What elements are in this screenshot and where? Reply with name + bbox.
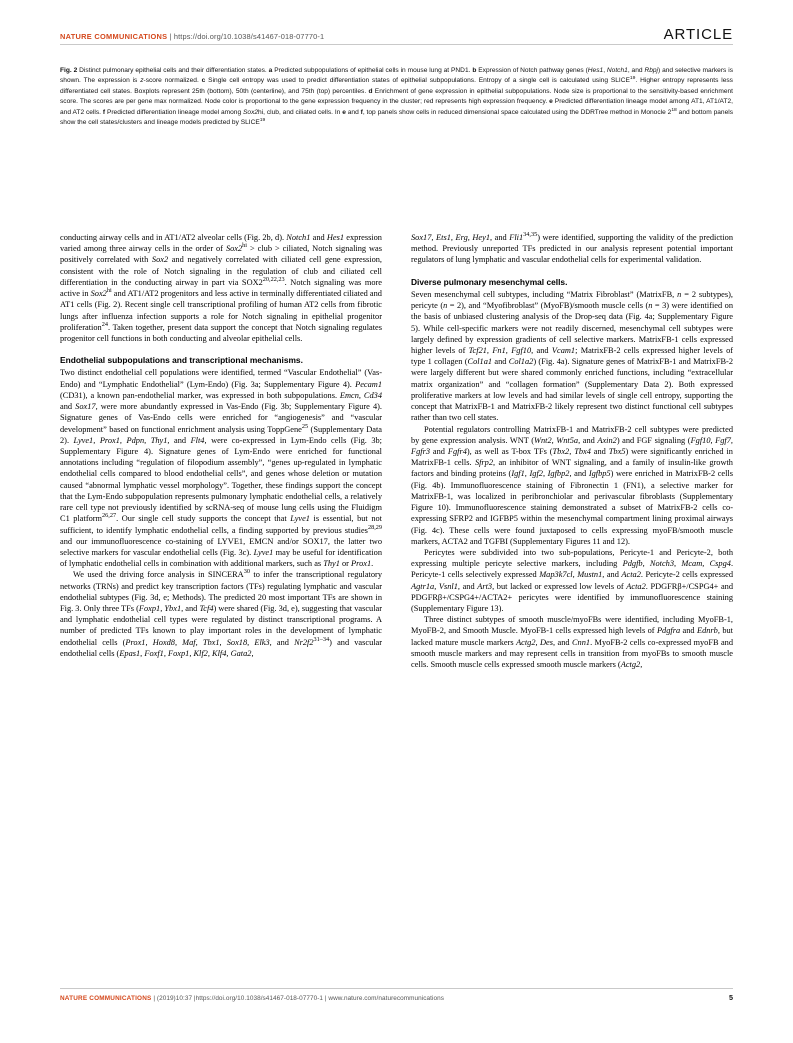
h-mesenchymal: Diverse pulmonary mesenchymal cells.	[411, 276, 568, 287]
h-endothelial: Endothelial subpopulations and transcriptional mechanisms.	[60, 355, 303, 366]
footer-journal-name: NATURE COMMUNICATIONS	[60, 995, 152, 1002]
p-endo-1: Two distinct endothelial cell populations were identified, termed “Vascular Endothelial” (Vas-Endo) and “Lymphatic Endothelial” (Lym-Endo) (Fig. 3a; Supplementary Figure 4). Pecam1 (CD31), a known pan-endothelial marker, was expressed in both subpopulations. Emcn, Cd34 and Sox17, were more abundantly expressed in Vas-Endo (Fig. 3b; Supplementary Figure 4). Signature genes of Vas-Endo cells were enriched for “angiogenesis” and “vascular development” based on functional enrichment analysis using ToppGene$^{25}$ (Supplementary Data 2). Lyve1, Prox1, Pdpn, Thy1, and Flt4, were co-expressed in Lym-Endo cells (Fig. 3b; Supplementary Figure 4). Signature genes of Lym-Endo were enriched for functional annotations including “regulation of filopodium assembly”, “genes up-regulated in lymphatic endothelial cells compared to blood endothelial cells”, and genes whose deletion or mutation caused “abnormal lymphatic vessel morphology”. Together, these findings support the concept that the Lym-Endo subpopulation represents pulmonary lymphatic endothelial cells, a relatively rare cell type not previously identified by scRNA-seq of mouse lung cells using the Fluidigm C1 platform$^{26,27}$. Our single cell study supports the concept that Lyve1 is essential, but not sufficient, to identify lymphatic endothelial cells, a finding supported by previous studies$^{28,29}$ and our immunofluorescence co-staining of LYVE1, EMCN and/or SOX17, the latter two selective markers for vascular endothelial cells (Fig. 3c). Lyve1 may be useful for identification of lymphatic endothelial cells in combination with additional markers, such as Thy1 or Prox1.	[60, 368, 383, 569]
footer-citation-text[interactable]: | (2019)10:37 |https://doi.org/10.1038/s41467-018-07770-1 | www.nature.com/naturecommunications	[153, 995, 444, 1002]
footer-citation	[60, 995, 444, 1002]
header-article-label: ARTICLE	[663, 26, 733, 43]
p-notch: conducting airway cells and in AT1/AT2 alveolar cells (Fig. 2b, d). Notch1 and Hes1 expression varied among three airway cells in the order of $Sox2^{hi}$ > club > ciliated, Notch signaling was positively correlated with Sox2 and negatively correlated with ciliated cell gene expression, consistent with the role of Notch signaling in the regulation of club and ciliated cell differentiation in the conducting airway in part via SOX2$^{20,22,23}$. Notch signaling was more active in $Sox2^{hi}$ and AT1/AT2 progenitors and less active in terminally differentiated ciliated and AT1 cells (Fig. 2). Recent single cell transcriptional profiling of human AT2 cells from fibrotic lungs after influenza infection supports a role for Notch signaling in epithelial progenitor proliferation$^{24}$. Taken together, present data support the concept that Notch signaling regulates progenitor cell functions in both conducting and alveolar epithelial cells.	[60, 233, 383, 343]
page-header	[60, 26, 733, 43]
p-mes-4: Three distinct subtypes of smooth muscle/myoFBs were identified, including MyoFB-1, MyoFB-2, and Smooth Muscle. MyoFB-1 cells expressed high levels of Pdgfra and Ednrb, but lacked mature muscle markers Actg2, Des, and Cnn1. MyoFB-2 cells co-expressed myoFB and smooth muscle markers and may represent cells in transition from myoFBs to smooth muscle cells. Smooth muscle cells expressed smooth muscle markers (Actg2,	[411, 615, 734, 670]
footer-divider	[60, 988, 733, 989]
left-column	[60, 232, 382, 977]
page-number: 5	[728, 993, 733, 1002]
header-doi[interactable]: | https://doi.org/10.1038/s41467-018-07770-1	[169, 32, 325, 41]
p-endo-2: We used the driving force analysis in SINCERA$^{30}$ to infer the transcriptional regulatory networks (TRNs) and predict key transcription factors (TFs) regulating lymphatic and vascular endothelial subtypes (Fig. 3d, e; Methods). The predicted 20 most important TFs are shown in Fig. 3. Only three TFs (Foxp1, Ybx1, and Tcf4) were shared (Fig. 3d, e), suggesting that vascular and lymphatic endothelial cell types were regulated by distinct transcriptional programs. A number of predicted TFs known to play important roles in the development of lymphatic endothelial cells (Prox1, Hoxd8, Maf, Tbx1, Sox18, Elk3, and Nr2f2$^{31-34}$) and vascular endothelial cells (Epas1, Foxf1, Foxp1, Klf2, Klf4, Gata2,	[60, 568, 383, 658]
header-divider	[60, 44, 733, 45]
p-tfs: Sox17, Ets1, Erg, Hey1, and Fli1$^{34,35}$) were identified, supporting the validity of the prediction method. Previously unreported TFs predicted in our analysis represent potential important regulators of lung lymphatic and vascular endothelial cells for experimental validation.	[411, 231, 734, 265]
figure-2-caption: Fig. 2 Distinct pulmonary epithelial cells and their differentiation states. a Predicted subpopulations of epithelial cells in mouse lung at PND1. b Expression of Notch pathway genes (Hes1, Notch1, and Rbpj) and selective markers is shown. The expression is z-score normalized. c Single cell entropy was used to predict differentiation states of epithelial subpopulations. Entropy of a single cell is calculated using SLICE$^{19}$. Higher entropy represents less differentiated cell states. Boxplots represent 25th (bottom), 50th (centerline), and 75th (top) percentiles. d Enrichment of gene expression in epithelial subpopulations. Node size is proportional to the sensitivity-based enrichment score. The scores are per gene max normalized. Node color is proportional to the gene expression frequency in the cluster; red represents high expression frequency. e Predicted differentiation lineage model among AT1, AT1/AT2, and AT2 cells. f Predicted differentiation lineage model among Sox2hi, club, and ciliated cells. In e and f, top panels show cells in reduced dimensional space calculated using the DDRTree method in Monocle $2^{18}$ and bottom panels show the cell states/clusters and lineage models predicted by SLICE$^{19}$	[60, 67, 734, 127]
p-mes-3: Pericytes were subdivided into two sub-populations, Pericyte-1 and Pericyte-2, both expressing multiple pericyte selective markers, including Pdgfb, Notch3, Mcam, Cspg4. Pericyte-1 cells selectively expressed Map3k7cl, Mustn1, and Acta2. Pericyte-2 cells expressed Agtr1a, Vsnl1, and Art3, but lacked or expressed low levels of Acta2. PDGFRβ+/CSPG4+ and PDGFRβ+/CSPG4+/ACTA2+ pericytes were identified by immunofluorescence staining (Supplementary Figure 13).	[411, 547, 734, 614]
header-journal-line	[60, 32, 324, 41]
p-mes-2: Potential regulators controlling MatrixFB-1 and MatrixFB-2 cell subtypes were predicted by gene expression analysis. WNT (Wnt2, Wnt5a, and Axin2) and FGF signaling (Fgf10, Fgf7, Fgfr3 and Fgfr4), as well as T-box TFs (Tbx2, Tbx4 and Tbx5) were significantly enriched in MatrixFB-1 cells. Sfrp2, an inhibitor of WNT signaling, and a family of insulin-like growth factors and binding proteins (Igf1, Igf2, Igfbp2, and Igfbp5) were enriched in MatrixFB-2 cells (Fig. 4b). Immunofluorescence staining of Fibronectin 1 (FN1), a selective marker for MatrixFB-1, was localized in peribronchiolar and perivascular fibroblasts (Supplementary Figure 10). Immunofluorescence staining demonstrated a subset of MatrixFB-2 cells co-expressing SFRP2 and IGFBP5 within the mesenchymal compartment lining proximal airways (Fig. 4c). These cells were found juxtaposed to cells expressing myoFB/smooth muscle markers, ACTA2 and TGFBI (Supplementary Figures 11 and 12).	[411, 424, 734, 546]
page-footer	[60, 993, 733, 1002]
right-column	[411, 232, 733, 977]
body-columns	[60, 232, 733, 977]
p-mes-1: Seven mesenchymal cell subtypes, including “Matrix Fibroblast” (MatrixFB, n = 2 subtypes), pericyte (n = 2), and “Myofibroblast” (MyoFB)/smooth muscle cells (n = 3) were identified on the basis of unbiased clustering analysis of the Drop-seq data (Fig. 4a; Supplementary Figure 5). While cell-specific markers were not readily discerned, mesenchymal cell subtypes were largely defined by expression gradients of cell selective markers. MatrixFB-1 cells expressed higher levels of Tcf21, Fn1, Fgf10, and Vcam1; MatrixFB-2 cells expressed higher levels of type 1 collagen (Col1a1 and Col1a2) (Fig. 4a). Signature genes of MatrixFB-1 and MatrixFB-2 were largely different but were shared commonly enriched functions, including “extracellular matrix organization” and “collagen formation” (Supplementary Data 2). Both expressed proliferative markers at low levels and had similar levels of single cell entropy, supporting the concept that MatrixFB-1 and MatrixFB-2 likely represent two distinct functional cell subtypes rather than two cell states.	[411, 289, 734, 423]
header-journal-name: NATURE COMMUNICATIONS	[60, 32, 168, 41]
